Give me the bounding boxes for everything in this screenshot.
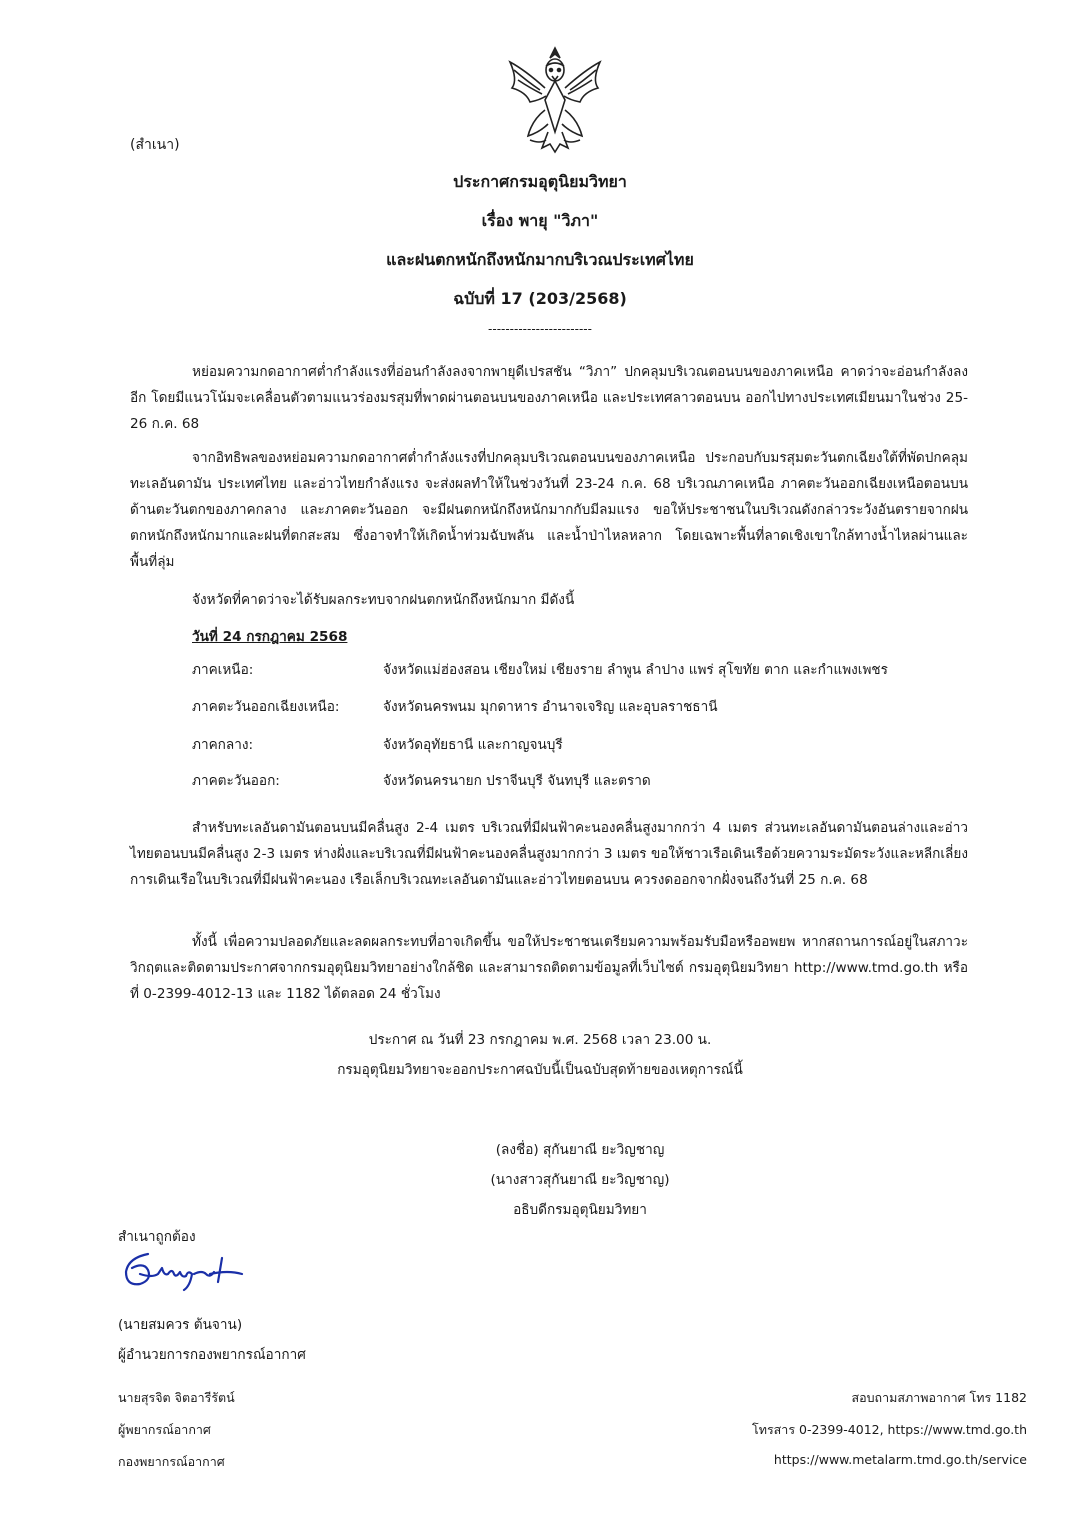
footer-forecaster-role: ผู้พยากรณ์อากาศ [118, 1422, 211, 1437]
region-label: ภาคตะวันออกเฉียงเหนือ: [192, 699, 340, 715]
paragraph-4-text: สำหรับทะเลอันดามันตอนบนมีคลื่นสูง 2-4 เมตร บริเวณที่มีฝนฟ้าคะนองคลื่นสูงมากกว่า 4 เมตร ส่วนทะเลอันดามันตอนล่างและอ่าวไทยตอนบนมีคลื่นสูง 2-3 เมตร ห่างฝั่งและบริเวณที่มีฝนฟ้าคะนองคลื่นสูงมากกว่า 3 เมตร ขอให้ชาวเรือเดินเรือด้วยความระมัดระวังและหลีกเลี่ยงการเดินเรือในบริเวณที่มีฝนฟ้าคะนอง เรือเล็กบริเวณทะเลอันดามันและอ่าวไทยตอนบน ควรงดออกจากฝั่งจนถึงวันที่ 25 ก.ค. 68 [130, 820, 968, 888]
footer-fax-website[interactable]: โทรสาร 0-2399-4012, https://www.tmd.go.th [752, 1422, 1027, 1437]
region-provinces: จังหวัดอุทัยธานี และกาญจนบุรี [383, 737, 563, 753]
footer-forecaster-division: กองพยากรณ์อากาศ [118, 1454, 225, 1469]
region-provinces: จังหวัดนครนายก ปราจีนบุรี จันทบุรี และตราด [383, 773, 651, 789]
paragraph-1-text: หย่อมความกดอากาศต่ำกำลังแรงที่อ่อนกำลังลงจากพายุดีเปรสชัน “วิภา” ปกคลุมบริเวณตอนบนของภาคเหนือ คาดว่าจะอ่อนกำลังลงอีก โดยมีแนวโน้มจะเคลื่อนตัวตามแนวร่องมรสุมที่พาดผ่านตอนบนของภาคเหนือ และประเทศลาวตอนบน ออกไปทางประเทศเมียนมาในช่วง 25-26 ก.ค. 68 [130, 364, 968, 432]
paragraph-5 [130, 929, 968, 1007]
region-label: ภาคกลาง: [192, 737, 254, 753]
paragraph-2-text: จากอิทธิพลของหย่อมความกดอากาศต่ำกำลังแรงที่ปกคลุมบริเวณตอนบนของภาคเหนือ ประกอบกับมรสุมตะวันตกเฉียงใต้ที่พัดปกคลุมทะเลอันดามัน ประเทศไทย และอ่าวไทยกำลังแรง จะส่งผลทำให้ในช่วงวันที่ 23-24 ก.ค. 68 บริเวณภาคเหนือ ภาคตะวันออกเฉียงเหนือตอนบน ด้านตะวันตกของภาคกลาง และภาคตะวันออก จะมีฝนตกหนักถึงหนักมากกับมีลมแรง ขอให้ประชาชนในบริเวณดังกล่าวระวังอันตรายจากฝนตกหนักถึงหนักมากและฝนที่ตกสะสม ซึ่งอาจทำให้เกิดน้ำท่วมฉับพลัน และน้ำป่าไหลหลาก โดยเฉพาะพื้นที่ลาดเชิงเขาใกล้ทางน้ำไหลผ่านและพื้นที่ลุ่ม [130, 450, 968, 570]
footer-hotline: สอบถามสภาพอากาศ โทร 1182 [851, 1390, 1027, 1405]
signatory-position: อธิบดีกรมอุตุนิยมวิทยา [513, 1202, 647, 1218]
region-provinces: จังหวัดแม่ฮ่องสอน เชียงใหม่ เชียงราย ลำพูน ลำปาง แพร่ สุโขทัย ตาก และกำแพงเพชร [383, 662, 888, 678]
doc-title-agency: ประกาศกรมอุตุนิยมวิทยา [453, 172, 627, 191]
handwritten-signature-icon [118, 1248, 248, 1294]
footer-service-link[interactable]: https://www.metalarm.tmd.go.th/service [773, 1452, 1027, 1467]
region-label: ภาคตะวันออก: [192, 773, 280, 789]
signatory-signed: (ลงชื่อ) สุกันยาณี ยะวิญชาญ [495, 1142, 665, 1158]
region-label: ภาคเหนือ: [192, 662, 254, 678]
certified-copy-label: สำเนาถูกต้อง [118, 1229, 196, 1245]
certifier-title: ผู้อำนวยการกองพยากรณ์อากาศ [118, 1347, 306, 1363]
paragraph-1 [130, 359, 968, 437]
doc-title-subject: เรื่อง พายุ "วิภา" [481, 211, 599, 230]
title-separator: ------------------------ [488, 322, 592, 336]
date-heading: วันที่ 24 กรกฎาคม 2568 [192, 629, 348, 645]
doc-issue-number: ฉบับที่ 17 (203/2568) [453, 289, 627, 308]
announcement-final-note: กรมอุตุนิยมวิทยาจะออกประกาศฉบับนี้เป็นฉบับสุดท้ายของเหตุการณ์นี้ [337, 1062, 743, 1078]
signatory-full-name: (นางสาวสุกันยาณี ยะวิญชาญ) [490, 1172, 670, 1188]
certifier-name: (นายสมควร ต้นจาน) [118, 1317, 243, 1333]
announcement-date: ประกาศ ณ วันที่ 23 กรกฎาคม พ.ศ. 2568 เวลา 23.00 น. [368, 1032, 712, 1048]
copy-tag: (สำเนา) [130, 137, 180, 153]
paragraph-3: จังหวัดที่คาดว่าจะได้รับผลกระทบจากฝนตกหนักถึงหนักมาก มีดังนี้ [192, 592, 575, 608]
paragraph-5-text: ทั้งนี้ เพื่อความปลอดภัยและลดผลกระทบที่อาจเกิดขึ้น ขอให้ประชาชนเตรียมความพร้อมรับมือหรืออพยพ หากสถานการณ์อยู่ในสภาวะวิกฤตและติดตามประกาศจากกรมอุตุนิยมวิทยาอย่างใกล้ชิด และสามารถติดตามข้อมูลที่เว็บไซต์ กรมอุตุนิยมวิทยา http://www.tmd.go.th หรือที่ 0-2399-4012-13 และ 1182 ได้ตลอด 24 ชั่วโมง [130, 934, 968, 1002]
paragraph-4 [130, 815, 968, 893]
paragraph-2 [130, 445, 968, 575]
footer-forecaster-name: นายสุรจิต จิตอารีรัตน์ [118, 1390, 235, 1405]
region-provinces: จังหวัดนครพนม มุกดาหาร อำนาจเจริญ และอุบลราชธานี [383, 699, 718, 715]
doc-title-subject-cont: และฝนตกหนักถึงหนักมากบริเวณประเทศไทย [386, 250, 694, 269]
garuda-emblem-icon [500, 40, 610, 160]
